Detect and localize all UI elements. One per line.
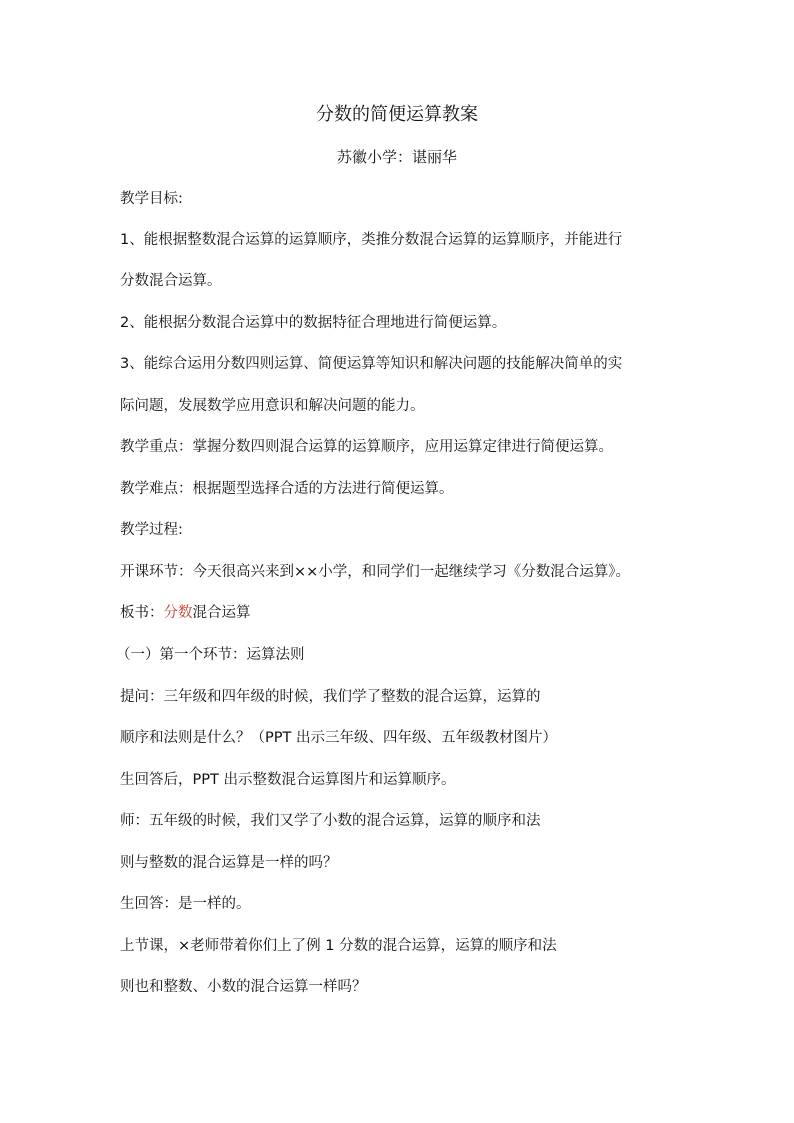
paragraph-line: 顺序和法则是什么？（PPT 出示三年级、四年级、五年级教材图片）: [120, 730, 557, 746]
paragraph-line: 3、能综合运用分数四则运算、简便运算等知识和解决问题的技能解决简单的实: [120, 356, 623, 372]
difficulty-line: 教学难点：根据题型选择合适的方法进行简便运算。: [120, 481, 454, 497]
paragraph-line: 生回答：是一样的。: [120, 896, 251, 912]
step-heading: （一）第一个环节：运算法则: [116, 647, 305, 663]
paragraph-line: 则与整数的混合运算是一样的吗？: [120, 855, 338, 871]
paragraph-line: 上节课，×老师带着你们上了例 1 分数的混合运算，运算的顺序和法: [120, 938, 557, 954]
author-line: 苏徽小学：谌丽华: [336, 148, 457, 166]
opening-line: 开课环节：今天很高兴来到××小学，和同学们一起继续学习《分数混合运算》。: [120, 564, 631, 580]
board-suffix: 混合运算: [192, 605, 251, 621]
paragraph-line: 则也和整数、小数的混合运算一样吗？: [120, 979, 367, 995]
paragraph-line: 际问题，发展数学应用意识和解决问题的能力。: [120, 398, 425, 414]
document-title: 分数的简便运算教案: [316, 104, 478, 125]
key-point-line: 教学重点：掌握分数四则混合运算的运算顺序，应用运算定律进行简便运算。: [120, 439, 613, 455]
paragraph-line: 分数混合运算。: [120, 273, 222, 289]
paragraph-line: 2、能根据分数混合运算中的数据特征合理地进行简便运算。: [120, 315, 507, 331]
paragraph-line: 生回答后，PPT 出示整数混合运算图片和运算顺序。: [120, 772, 456, 788]
paragraph-line: 1、能根据整数混合运算的运算顺序，类推分数混合运算的运算顺序，并能进行: [120, 232, 623, 248]
board-highlight: 分数: [163, 605, 193, 621]
paragraph-line: 提问：三年级和四年级的时候，我们学了整数的混合运算，运算的: [120, 689, 541, 705]
board-prefix: 板书：: [120, 605, 164, 621]
section-heading-goals: 教学目标:: [120, 191, 183, 207]
board-line: [120, 602, 251, 624]
paragraph-line: 师：五年级的时候，我们又学了小数的混合运算，运算的顺序和法: [120, 813, 541, 829]
section-heading-process: 教学过程:: [120, 522, 183, 538]
